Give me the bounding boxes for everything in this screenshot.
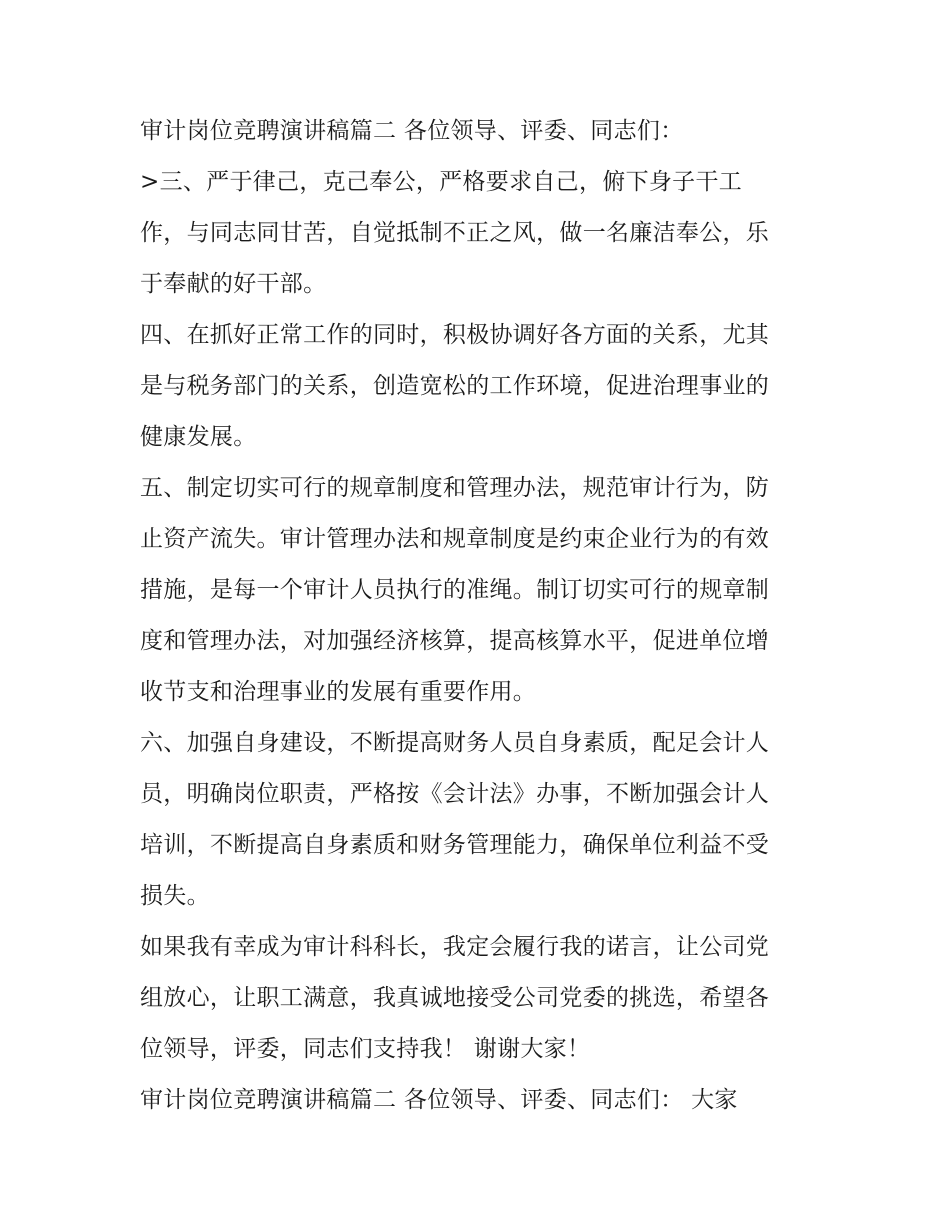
text-line: 收节支和治理事业的发展有重要作用。 [140, 679, 537, 705]
text-line: 审计岗位竞聘演讲稿篇二 各位领导、评委、同志们： 大家 [140, 1087, 738, 1113]
document-body [140, 110, 820, 1130]
text-line: 位领导，评委，同志们支持我！ 谢谢大家！ [140, 1036, 591, 1062]
text-line: 措施，是每一个审计人员执行的准绳。制订切实可行的规章制 [140, 577, 770, 603]
text-line: >三、严于律己，克己奉公，严格要求自己，俯下身子干工 [140, 169, 743, 195]
text-line: 组放心，让职工满意，我真诚地接受公司党委的挑选，希望各 [140, 985, 770, 1011]
text-line: 培训，不断提高自身素质和财务管理能力，确保单位利益不受 [140, 832, 770, 858]
text-line: 是与税务部门的关系，创造宽松的工作环境，促进治理事业的 [140, 373, 770, 399]
text-line: 作，与同志同甘苦，自觉抵制不正之风，做一名廉洁奉公，乐 [140, 220, 770, 246]
text-line: 审计岗位竞聘演讲稿篇二 各位领导、评委、同志们： [140, 118, 684, 144]
text-line: 四、在抓好正常工作的同时，积极协调好各方面的关系，尤其 [140, 322, 770, 348]
text-line: 止资产流失。审计管理办法和规章制度是约束企业行为的有效 [140, 526, 770, 552]
text-line: 于奉献的好干部。 [140, 271, 327, 297]
text-line: 损失。 [140, 883, 210, 909]
text-line: 如果我有幸成为审计科科长，我定会履行我的诺言，让公司党 [140, 934, 770, 960]
text-line: 五、制定切实可行的规章制度和管理办法，规范审计行为，防 [140, 475, 770, 501]
text-line: 六、加强自身建设，不断提高财务人员自身素质，配足会计人 [140, 730, 770, 756]
text-line: 员，明确岗位职责，严格按《会计法》办事，不断加强会计人 [140, 781, 770, 807]
text-line: 度和管理办法，对加强经济核算，提高核算水平，促进单位增 [140, 628, 770, 654]
text-line: 健康发展。 [140, 424, 257, 450]
